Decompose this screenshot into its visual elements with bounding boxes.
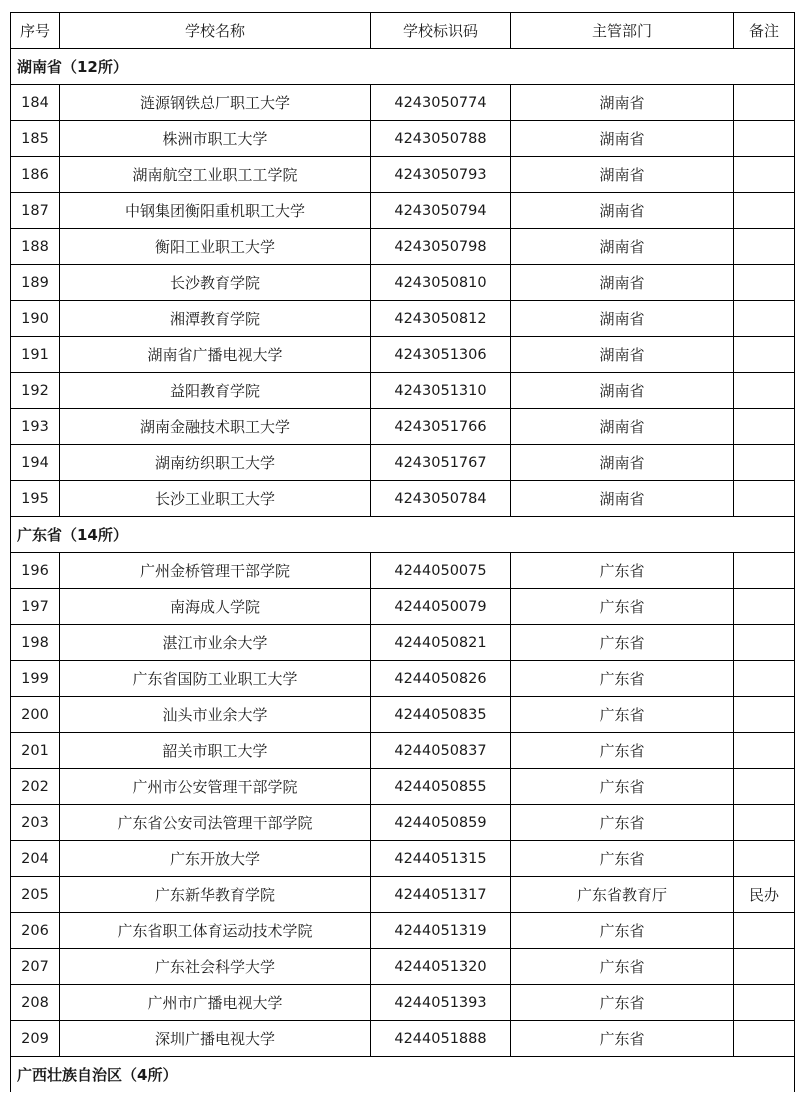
row-index: 184 — [11, 85, 60, 121]
row-index: 193 — [11, 409, 60, 445]
table-row — [11, 373, 795, 409]
row-index: 197 — [11, 589, 60, 625]
table-row — [11, 193, 795, 229]
school-code: 4243050774 — [371, 85, 511, 121]
school-code: 4244051315 — [371, 841, 511, 877]
row-index: 201 — [11, 733, 60, 769]
school-code: 4243051766 — [371, 409, 511, 445]
table-row — [11, 733, 795, 769]
header-index: 序号 — [11, 13, 60, 49]
remark — [734, 301, 795, 337]
school-name: 长沙教育学院 — [60, 265, 371, 301]
department: 湖南省 — [511, 229, 734, 265]
department: 湖南省 — [511, 193, 734, 229]
table-row — [11, 445, 795, 481]
remark — [734, 805, 795, 841]
school-code: 4244051888 — [371, 1021, 511, 1057]
department: 广东省教育厅 — [511, 877, 734, 913]
department: 湖南省 — [511, 85, 734, 121]
school-code: 4243050798 — [371, 229, 511, 265]
school-code: 4243050793 — [371, 157, 511, 193]
school-name: 益阳教育学院 — [60, 373, 371, 409]
table-row — [11, 589, 795, 625]
remark — [734, 949, 795, 985]
table-row — [11, 553, 795, 589]
remark — [734, 625, 795, 661]
section-title: 广西壮族自治区（4所） — [11, 1057, 795, 1093]
department: 湖南省 — [511, 337, 734, 373]
table-row — [11, 841, 795, 877]
remark — [734, 229, 795, 265]
remark — [734, 913, 795, 949]
remark — [734, 661, 795, 697]
department: 湖南省 — [511, 445, 734, 481]
row-index: 207 — [11, 949, 60, 985]
table-row — [11, 121, 795, 157]
table-row — [11, 661, 795, 697]
school-name: 韶关市职工大学 — [60, 733, 371, 769]
row-index: 194 — [11, 445, 60, 481]
section-row — [11, 49, 795, 85]
school-name: 广州金桥管理干部学院 — [60, 553, 371, 589]
remark — [734, 445, 795, 481]
school-name: 湖南航空工业职工工学院 — [60, 157, 371, 193]
department: 湖南省 — [511, 121, 734, 157]
header-department: 主管部门 — [511, 13, 734, 49]
table-row — [11, 301, 795, 337]
department: 湖南省 — [511, 409, 734, 445]
school-name: 深圳广播电视大学 — [60, 1021, 371, 1057]
school-code: 4243050794 — [371, 193, 511, 229]
table-row — [11, 409, 795, 445]
table-row — [11, 985, 795, 1021]
school-name: 广东社会科学大学 — [60, 949, 371, 985]
schools-table — [10, 12, 795, 1092]
table-row — [11, 337, 795, 373]
section-row — [11, 517, 795, 553]
row-index: 191 — [11, 337, 60, 373]
remark — [734, 841, 795, 877]
table-row — [11, 625, 795, 661]
school-code: 4244051319 — [371, 913, 511, 949]
header-school-name: 学校名称 — [60, 13, 371, 49]
department: 湖南省 — [511, 481, 734, 517]
remark — [734, 733, 795, 769]
school-name: 衡阳工业职工大学 — [60, 229, 371, 265]
school-code: 4243050812 — [371, 301, 511, 337]
school-name: 广东省国防工业职工大学 — [60, 661, 371, 697]
remark — [734, 697, 795, 733]
table-row — [11, 229, 795, 265]
row-index: 185 — [11, 121, 60, 157]
row-index: 195 — [11, 481, 60, 517]
department: 广东省 — [511, 697, 734, 733]
header-school-code: 学校标识码 — [371, 13, 511, 49]
school-name: 涟源钢铁总厂职工大学 — [60, 85, 371, 121]
school-name: 广州市公安管理干部学院 — [60, 769, 371, 805]
section-row — [11, 1057, 795, 1093]
school-code: 4243050784 — [371, 481, 511, 517]
school-name: 广东省公安司法管理干部学院 — [60, 805, 371, 841]
school-name: 广东省职工体育运动技术学院 — [60, 913, 371, 949]
remark — [734, 769, 795, 805]
department: 广东省 — [511, 769, 734, 805]
row-index: 188 — [11, 229, 60, 265]
school-code: 4244050821 — [371, 625, 511, 661]
remark — [734, 265, 795, 301]
remark — [734, 121, 795, 157]
row-index: 206 — [11, 913, 60, 949]
row-index: 205 — [11, 877, 60, 913]
school-code: 4244051393 — [371, 985, 511, 1021]
row-index: 202 — [11, 769, 60, 805]
remark — [734, 373, 795, 409]
section-title: 广东省（14所） — [11, 517, 795, 553]
table-row — [11, 85, 795, 121]
row-index: 208 — [11, 985, 60, 1021]
remark — [734, 409, 795, 445]
school-code: 4243051767 — [371, 445, 511, 481]
department: 湖南省 — [511, 373, 734, 409]
row-index: 198 — [11, 625, 60, 661]
school-name: 湖南金融技术职工大学 — [60, 409, 371, 445]
school-code: 4244050075 — [371, 553, 511, 589]
row-index: 200 — [11, 697, 60, 733]
department: 广东省 — [511, 841, 734, 877]
row-index: 204 — [11, 841, 60, 877]
department: 广东省 — [511, 805, 734, 841]
row-index: 187 — [11, 193, 60, 229]
school-name: 湛江市业余大学 — [60, 625, 371, 661]
department: 广东省 — [511, 985, 734, 1021]
school-name: 湖南纺织职工大学 — [60, 445, 371, 481]
school-code: 4243051306 — [371, 337, 511, 373]
department: 湖南省 — [511, 157, 734, 193]
school-name: 南海成人学院 — [60, 589, 371, 625]
table-row — [11, 877, 795, 913]
school-name: 湖南省广播电视大学 — [60, 337, 371, 373]
school-code: 4244050837 — [371, 733, 511, 769]
row-index: 199 — [11, 661, 60, 697]
remark — [734, 553, 795, 589]
department: 广东省 — [511, 661, 734, 697]
school-code: 4244050079 — [371, 589, 511, 625]
table-row — [11, 265, 795, 301]
remark — [734, 85, 795, 121]
department: 广东省 — [511, 553, 734, 589]
section-title: 湖南省（12所） — [11, 49, 795, 85]
school-code: 4244050855 — [371, 769, 511, 805]
table-body — [11, 49, 795, 1093]
department: 广东省 — [511, 913, 734, 949]
department: 广东省 — [511, 589, 734, 625]
remark — [734, 193, 795, 229]
remark — [734, 337, 795, 373]
school-code: 4243050810 — [371, 265, 511, 301]
school-code: 4243050788 — [371, 121, 511, 157]
table-row — [11, 769, 795, 805]
school-name: 株洲市职工大学 — [60, 121, 371, 157]
school-code: 4244050835 — [371, 697, 511, 733]
school-name: 广东新华教育学院 — [60, 877, 371, 913]
header-row — [11, 13, 795, 49]
remark — [734, 1021, 795, 1057]
department: 广东省 — [511, 949, 734, 985]
row-index: 203 — [11, 805, 60, 841]
table-row — [11, 805, 795, 841]
table-row — [11, 697, 795, 733]
school-name: 湘潭教育学院 — [60, 301, 371, 337]
school-code: 4244050826 — [371, 661, 511, 697]
header-remark: 备注 — [734, 13, 795, 49]
table-row — [11, 1021, 795, 1057]
school-name: 广州市广播电视大学 — [60, 985, 371, 1021]
department: 广东省 — [511, 733, 734, 769]
table-row — [11, 949, 795, 985]
department: 湖南省 — [511, 301, 734, 337]
school-name: 广东开放大学 — [60, 841, 371, 877]
school-code: 4243051310 — [371, 373, 511, 409]
remark — [734, 985, 795, 1021]
table-row — [11, 157, 795, 193]
remark — [734, 481, 795, 517]
row-index: 209 — [11, 1021, 60, 1057]
department: 湖南省 — [511, 265, 734, 301]
row-index: 186 — [11, 157, 60, 193]
department: 广东省 — [511, 1021, 734, 1057]
row-index: 189 — [11, 265, 60, 301]
school-code: 4244051317 — [371, 877, 511, 913]
school-code: 4244051320 — [371, 949, 511, 985]
department: 广东省 — [511, 625, 734, 661]
remark: 民办 — [734, 877, 795, 913]
row-index: 190 — [11, 301, 60, 337]
remark — [734, 157, 795, 193]
school-name: 汕头市业余大学 — [60, 697, 371, 733]
row-index: 196 — [11, 553, 60, 589]
school-code: 4244050859 — [371, 805, 511, 841]
table-row — [11, 913, 795, 949]
row-index: 192 — [11, 373, 60, 409]
table-row — [11, 481, 795, 517]
school-name: 长沙工业职工大学 — [60, 481, 371, 517]
remark — [734, 589, 795, 625]
school-name: 中钢集团衡阳重机职工大学 — [60, 193, 371, 229]
